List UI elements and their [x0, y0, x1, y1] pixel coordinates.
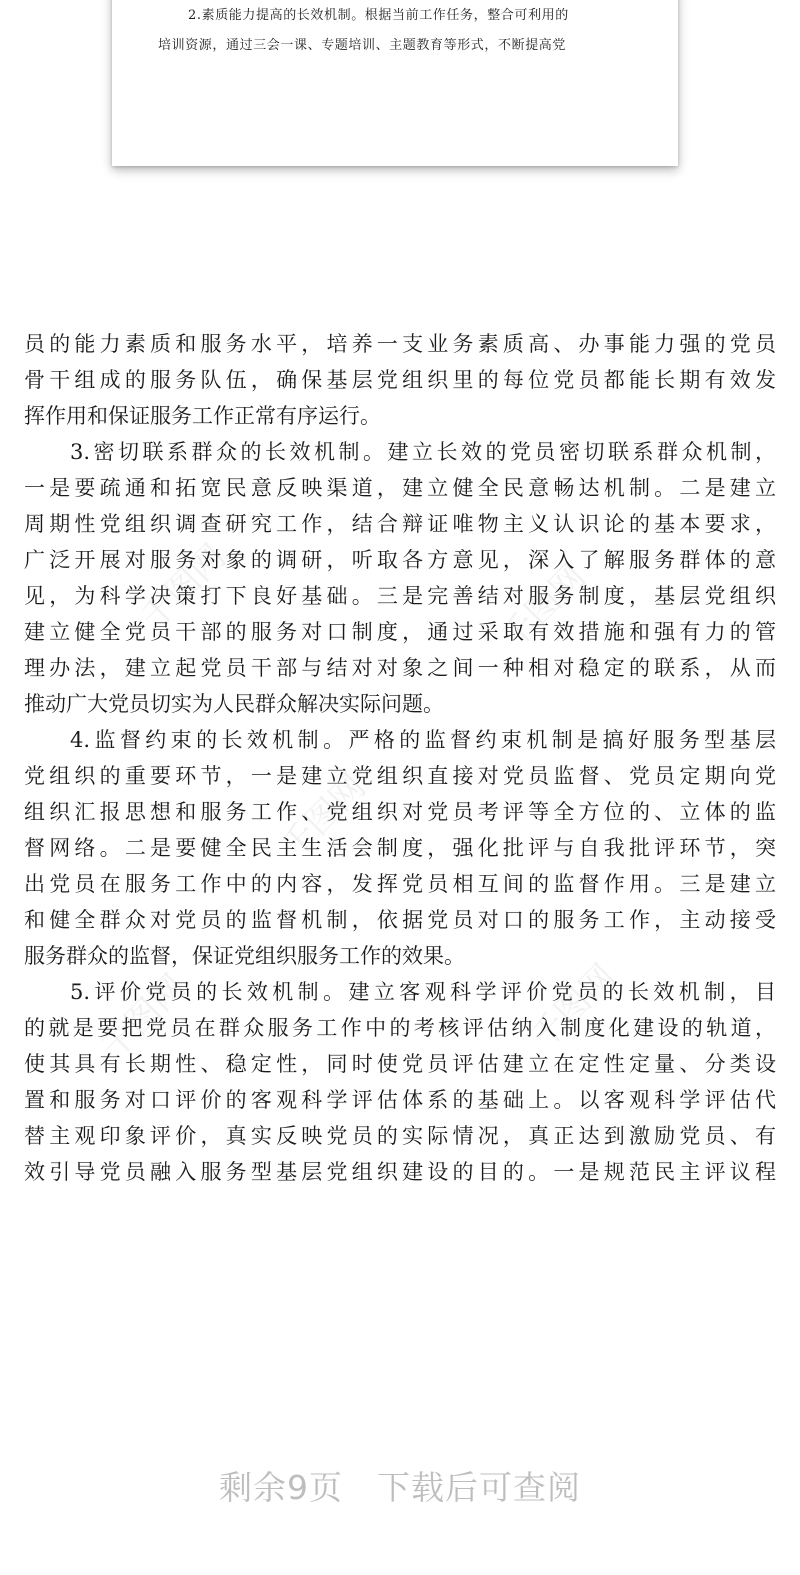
paragraph-line: 的就是要把党员在群众服务工作中的考核评估纳入制度化建设的轨道，: [24, 1016, 776, 1040]
paragraph-line: 党组织的重要环节，一是建立党组织直接对党员监督、党员定期向党: [24, 764, 776, 788]
section-4-heading-line: 4.监督约束的长效机制。严格的监督约束机制是搞好服务型基层: [70, 728, 776, 752]
paragraph-line: 挥作用和保证服务工作正常有序运行。: [24, 404, 381, 428]
paragraph-line: 使其具有长期性、稳定性，同时使党员评估建立在定性定量、分类设: [24, 1052, 776, 1076]
section-5-heading-line: 5.评价党员的长效机制。建立客观科学评价党员的长效机制，目: [70, 980, 776, 1004]
paragraph-line: 替主观印象评价，真实反映党员的实际情况，真正达到激励党员、有: [24, 1124, 776, 1148]
paragraph-line: 督网络。二是要健全民主生活会制度，强化批评与自我批评环节，突: [24, 836, 776, 860]
paragraph-line: 周期性党组织调查研究工作，结合辩证唯物主义认识论的基本要求，: [24, 512, 776, 536]
paragraph-line: 理办法，建立起党员干部与结对对象之间一种相对稳定的联系，从而: [24, 656, 776, 680]
paragraph-line: 见，为科学决策打下良好基础。三是完善结对服务制度，基层党组织: [24, 584, 776, 608]
paragraph-line: 骨干组成的服务队伍，确保基层党组织里的每位党员都能长期有效发: [24, 368, 776, 392]
watermark: 千图网: [273, 766, 374, 868]
download-to-view-label: 下载后可查阅: [377, 1468, 581, 1507]
download-prompt[interactable]: [0, 1462, 800, 1509]
section-3-heading-line: 3.密切联系群众的长效机制。建立长效的党员密切联系群众机制，: [70, 440, 776, 464]
paragraph-line: 服务群众的监督，保证党组织服务工作的效果。: [24, 944, 465, 968]
watermark: 千图网: [93, 966, 194, 1068]
paragraph-line: 推动广大党员切实为人民群众解决实际问题。: [24, 692, 444, 716]
watermark: 千图网: [133, 536, 234, 638]
paragraph-line: 和健全群众对党员的监督机制，依据党员对口的服务工作，主动接受: [24, 908, 776, 932]
document-body: [24, 326, 776, 1190]
preview-line: 培训资源，通过三会一课、专题培训、主题教育等形式，不断提高党: [158, 38, 567, 53]
watermark: 千图网: [493, 556, 594, 658]
watermark: 千图网: [523, 956, 624, 1058]
paragraph-line: 效引导党员融入服务型基层党组织建设的目的。一是规范民主评议程: [24, 1160, 776, 1184]
paragraph-line: 建立健全党员干部的服务对口制度，通过采取有效措施和强有力的管: [24, 620, 776, 644]
paragraph-line: 员的能力素质和服务水平，培养一支业务素质高、办事能力强的党员: [24, 332, 776, 356]
paragraph-line: 组织汇报思想和服务工作、党组织对党员考评等全方位的、立体的监: [24, 800, 776, 824]
previous-page-preview: [112, 0, 678, 166]
paragraph-line: 出党员在服务工作中的内容，发挥党员相互间的监督作用。三是建立: [24, 872, 776, 896]
paragraph-line: 置和服务对口评价的客观科学评估体系的基础上。以客观科学评估代: [24, 1088, 776, 1112]
remaining-pages-label: 剩余9页: [219, 1468, 343, 1507]
paragraph-line: 广泛开展对服务对象的调研，听取各方意见，深入了解服务群体的意: [24, 548, 776, 572]
preview-line: 2.素质能力提高的长效机制。根据当前工作任务，整合可利用的: [188, 8, 569, 23]
paragraph-line: 一是要疏通和拓宽民意反映渠道，建立健全民意畅达机制。二是建立: [24, 476, 776, 500]
